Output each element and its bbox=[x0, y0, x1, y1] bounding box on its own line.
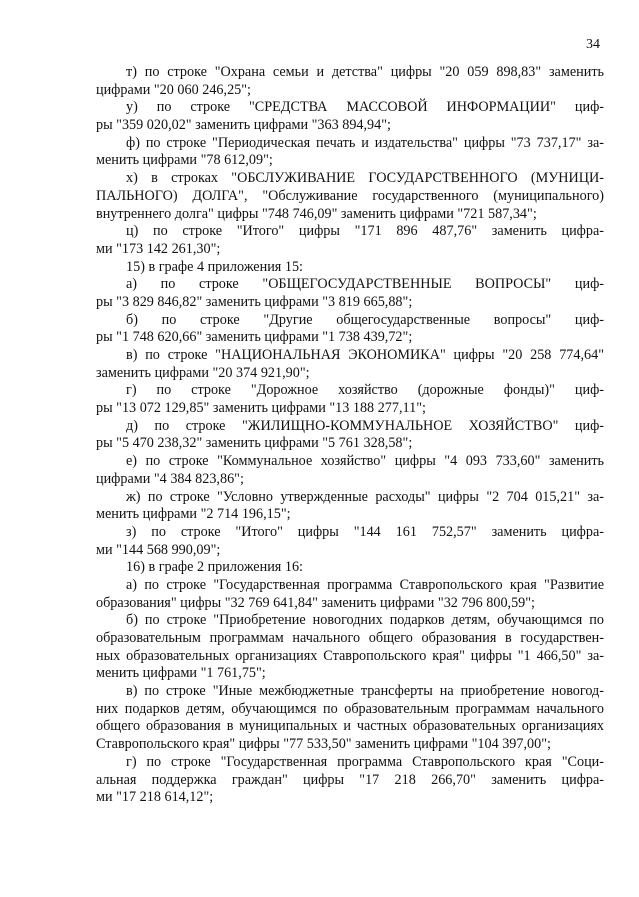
text-line: цифрами "20 060 246,25"; bbox=[96, 81, 251, 98]
text-line: менить цифрами "2 714 196,15"; bbox=[96, 506, 291, 523]
text-line: образования" цифры "32 769 641,84" заменить цифрами "32 796 800,59"; bbox=[96, 594, 536, 611]
text-line: ры "359 020,02" заменить цифрами "363 894,94"; bbox=[96, 117, 391, 134]
text-line: ц) по строке "Итого" цифры "171 896 487,76" заменить цифра- bbox=[126, 223, 604, 240]
text-line: альная поддержка граждан" цифры "17 218 266,70" заменить цифра- bbox=[96, 771, 604, 788]
text-line: менить цифрами "78 612,09"; bbox=[96, 152, 273, 169]
text-line: б) по строке "Приобретение новогодних подарков детям, обучающимся по bbox=[126, 612, 604, 629]
text-line: г) по строке "Дорожное хозяйство (дорожные фонды)" циф- bbox=[126, 382, 604, 399]
text-line: в) по строке "Иные межбюджетные трансферты на приобретение новогод- bbox=[126, 683, 604, 700]
text-line: в) по строке "НАЦИОНАЛЬНАЯ ЭКОНОМИКА" цифры "20 258 774,64" bbox=[126, 347, 604, 363]
text-line: менить цифрами "1 761,75"; bbox=[96, 665, 266, 682]
text-line: а) по строке "ОБЩЕГОСУДАРСТВЕННЫЕ ВОПРОСЫ" циф- bbox=[126, 276, 604, 293]
text-line: е) по строке "Коммунальное хозяйство" цифры "4 093 733,60" заменить bbox=[126, 453, 604, 470]
text-line: них подарков детям, обучающимся по образовательным программам начального bbox=[96, 700, 604, 717]
text-line: ж) по строке "Условно утвержденные расходы" цифры "2 704 015,21" за- bbox=[126, 488, 604, 505]
text-line: у) по строке "СРЕДСТВА МАССОВОЙ ИНФОРМАЦИИ" циф- bbox=[126, 99, 604, 116]
text-line: з) по строке "Итого" цифры "144 161 752,57" заменить цифра- bbox=[126, 523, 604, 540]
text-line: ми "173 142 261,30"; bbox=[96, 240, 221, 257]
text-line: а) по строке "Государственная программа Ставропольского края "Развитие bbox=[126, 576, 604, 593]
text-line: ми "17 218 614,12"; bbox=[96, 789, 214, 806]
text-line: ф) по строке "Периодическая печать и издательства" цифры "73 737,17" за- bbox=[126, 134, 604, 151]
text-line: ПАЛЬНОГО) ДОЛГА", "Обслуживание государственного (муниципального) bbox=[96, 187, 604, 204]
text-line: 15) в графе 4 приложения 15: bbox=[126, 258, 303, 275]
text-line: б) по строке "Другие общегосударственные вопросы" циф- bbox=[126, 311, 604, 328]
document-body bbox=[96, 64, 604, 807]
text-line: внутреннего долга" цифры "748 746,09" заменить цифрами "721 587,34"; bbox=[96, 205, 537, 222]
text-line: Ставропольского края" цифры "77 533,50" заменить цифрами "104 397,00"; bbox=[96, 736, 551, 753]
text-line: ры "1 748 620,66" заменить цифрами "1 738 439,72"; bbox=[96, 329, 413, 346]
text-line: ных образовательных организациях Ставропольского края" цифры "1 466,50" за- bbox=[96, 647, 604, 664]
text-line: д) по строке "ЖИЛИЩНО-КОММУНАЛЬНОЕ ХОЗЯЙСТВО" циф- bbox=[126, 417, 604, 434]
text-line: ры "3 829 846,82" заменить цифрами "3 819 665,88"; bbox=[96, 293, 413, 310]
text-line: заменить цифрами "20 374 921,90"; bbox=[96, 364, 310, 381]
text-line: г) по строке "Государственная программа Ставропольского края "Соци- bbox=[126, 753, 604, 770]
text-line: образовательным программам начального общего образования в государствен- bbox=[96, 630, 604, 646]
text-line: цифрами "4 384 823,86"; bbox=[96, 470, 244, 487]
text-line: т) по строке "Охрана семьи и детства" цифры "20 059 898,83" заменить bbox=[126, 64, 604, 80]
text-line: 16) в графе 2 приложения 16: bbox=[126, 559, 303, 576]
text-line: ры "5 470 238,32" заменить цифрами "5 761 328,58"; bbox=[96, 435, 413, 452]
text-line: ры "13 072 129,85" заменить цифрами "13 188 277,11"; bbox=[96, 400, 426, 417]
text-line: общего образования в муниципальных и частных образовательных организациях bbox=[96, 718, 604, 735]
text-line: ми "144 568 990,09"; bbox=[96, 541, 221, 558]
text-line: х) в строках "ОБСЛУЖИВАНИЕ ГОСУДАРСТВЕННОГО (МУНИЦИ- bbox=[126, 170, 604, 187]
page-number: 34 bbox=[586, 37, 600, 52]
